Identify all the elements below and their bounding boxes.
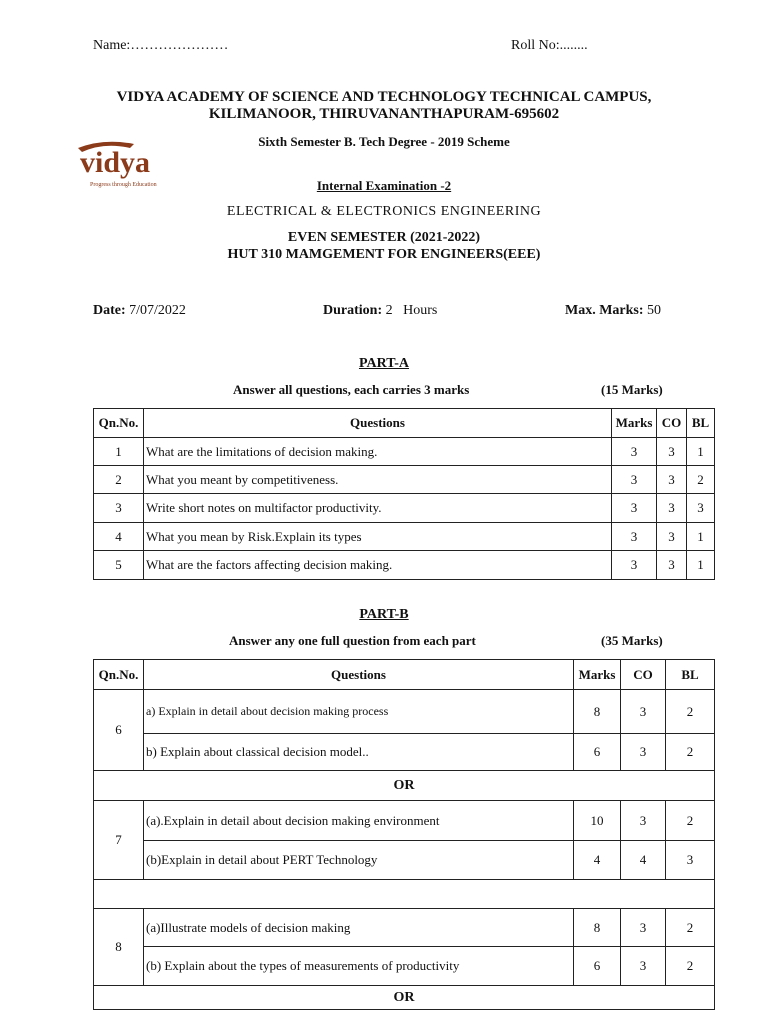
marks-cell: 3	[612, 551, 657, 580]
header-marks: Marks	[574, 660, 621, 690]
bl-cell: 2	[666, 801, 715, 841]
table-row	[94, 494, 715, 523]
qn-no: 6	[94, 690, 144, 771]
institution-name-line2: KILIMANOOR, THIRUVANANTHAPURAM-695602	[208, 106, 560, 122]
header-bl: BL	[687, 409, 715, 438]
part-a-instruction: Answer all questions, each carries 3 marks	[233, 382, 470, 397]
co-cell: 4	[621, 841, 666, 880]
qn-no: 8	[94, 909, 144, 986]
marks-cell: 3	[612, 466, 657, 494]
co-cell: 3	[657, 523, 687, 551]
duration-value: 2 Hours	[385, 303, 438, 318]
question-text: b) Explain about classical decision model..	[144, 734, 574, 771]
qn-no: 5	[94, 551, 144, 580]
logo-tagline: Progress through Education	[90, 182, 157, 188]
co-cell: 3	[657, 494, 687, 523]
part-b-marks: (35 Marks)	[601, 633, 663, 648]
header-qn-no: Qn.No.	[94, 660, 144, 690]
marks-cell: 6	[574, 947, 621, 986]
marks-cell: 3	[612, 494, 657, 523]
co-cell: 3	[657, 466, 687, 494]
marks-cell: 3	[612, 438, 657, 466]
question-text: (b)Explain in detail about PERT Technology	[144, 841, 574, 880]
max-marks-label: Max. Marks:	[565, 303, 644, 318]
part-a-marks: (15 Marks)	[601, 382, 663, 397]
or-row	[94, 986, 715, 1010]
part-a-title: PART-A	[358, 356, 410, 371]
name-field-label: Name:…………………	[93, 38, 229, 53]
table-row	[94, 909, 715, 947]
department-name: ELECTRICAL & ELECTRONICS ENGINEERING	[226, 204, 542, 219]
header-questions: Questions	[144, 660, 574, 690]
header-bl: BL	[666, 660, 715, 690]
marks-cell: 10	[574, 801, 621, 841]
or-row	[94, 771, 715, 801]
duration-row	[323, 303, 437, 319]
bl-cell: 2	[666, 690, 715, 734]
marks-cell: 4	[574, 841, 621, 880]
header-co: CO	[621, 660, 666, 690]
co-cell: 3	[657, 551, 687, 580]
semester-scheme: Sixth Semester B. Tech Degree - 2019 Scheme	[258, 134, 510, 149]
max-marks-row	[565, 303, 661, 319]
bl-cell: 1	[687, 523, 715, 551]
marks-cell: 8	[574, 690, 621, 734]
blank-separator	[94, 880, 715, 909]
header-co: CO	[657, 409, 687, 438]
question-text: What you mean by Risk.Explain its types	[144, 523, 612, 551]
marks-cell: 6	[574, 734, 621, 771]
question-text: (a).Explain in detail about decision making environment	[144, 801, 574, 841]
duration-label: Duration:	[323, 303, 383, 318]
question-text: Write short notes on multifactor productivity.	[144, 494, 612, 523]
marks-cell: 3	[612, 523, 657, 551]
header-qn-no: Qn.No.	[94, 409, 144, 438]
co-cell: 3	[621, 734, 666, 771]
co-cell: 3	[621, 690, 666, 734]
qn-no: 3	[94, 494, 144, 523]
logo-wordmark: vidya	[80, 146, 151, 179]
marks-cell: 8	[574, 909, 621, 947]
qn-no: 7	[94, 801, 144, 880]
part-b-title: PART-B	[359, 607, 409, 622]
table-row	[94, 523, 715, 551]
question-text: (a)Illustrate models of decision making	[144, 909, 574, 947]
table-row	[94, 690, 715, 734]
co-cell: 3	[621, 947, 666, 986]
or-separator: OR	[94, 986, 715, 1010]
date-value: 7/07/2022	[129, 303, 186, 318]
or-separator: OR	[94, 771, 715, 801]
question-text: a) Explain in detail about decision making process	[144, 690, 574, 734]
co-cell: 3	[657, 438, 687, 466]
table-row	[94, 438, 715, 466]
qn-no: 1	[94, 438, 144, 466]
bl-cell: 3	[666, 841, 715, 880]
part-b-header-row	[94, 660, 715, 690]
table-row	[94, 551, 715, 580]
question-text: What you meant by competitiveness.	[144, 466, 612, 494]
qn-no: 2	[94, 466, 144, 494]
qn-no: 4	[94, 523, 144, 551]
bl-cell: 1	[687, 438, 715, 466]
question-text: (b) Explain about the types of measurements of productivity	[144, 947, 574, 986]
vidya-logo-graphic	[74, 140, 180, 192]
part-b-instruction: Answer any one full question from each part	[229, 633, 476, 648]
max-marks-value: 50	[647, 303, 662, 318]
table-row	[94, 801, 715, 841]
table-row	[94, 947, 715, 986]
part-a-table	[93, 408, 715, 580]
vidya-logo	[74, 140, 180, 192]
bl-cell: 1	[687, 551, 715, 580]
bl-cell: 3	[687, 494, 715, 523]
bl-cell: 2	[666, 734, 715, 771]
table-row	[94, 466, 715, 494]
table-row	[94, 841, 715, 880]
co-cell: 3	[621, 801, 666, 841]
bl-cell: 2	[687, 466, 715, 494]
course-title: HUT 310 MAMGEMENT FOR ENGINEERS(EEE)	[227, 247, 541, 262]
part-a-header-row	[94, 409, 715, 438]
bl-cell: 2	[666, 947, 715, 986]
question-text: What are the factors affecting decision making.	[144, 551, 612, 580]
semester-line: EVEN SEMESTER (2021-2022)	[287, 230, 481, 245]
part-b-table	[93, 659, 715, 1010]
date-label: Date:	[93, 303, 126, 318]
co-cell: 3	[621, 909, 666, 947]
blank-row	[94, 880, 715, 909]
header-questions: Questions	[144, 409, 612, 438]
header-marks: Marks	[612, 409, 657, 438]
bl-cell: 2	[666, 909, 715, 947]
date-row	[93, 303, 186, 319]
exam-title: Internal Examination -2	[316, 178, 452, 193]
roll-no-field-label: Roll No:........	[511, 38, 588, 53]
question-text: What are the limitations of decision making.	[144, 438, 612, 466]
institution-name-line1: VIDYA ACADEMY OF SCIENCE AND TECHNOLOGY TECHNICAL CAMPUS,	[116, 89, 652, 105]
table-row	[94, 734, 715, 771]
